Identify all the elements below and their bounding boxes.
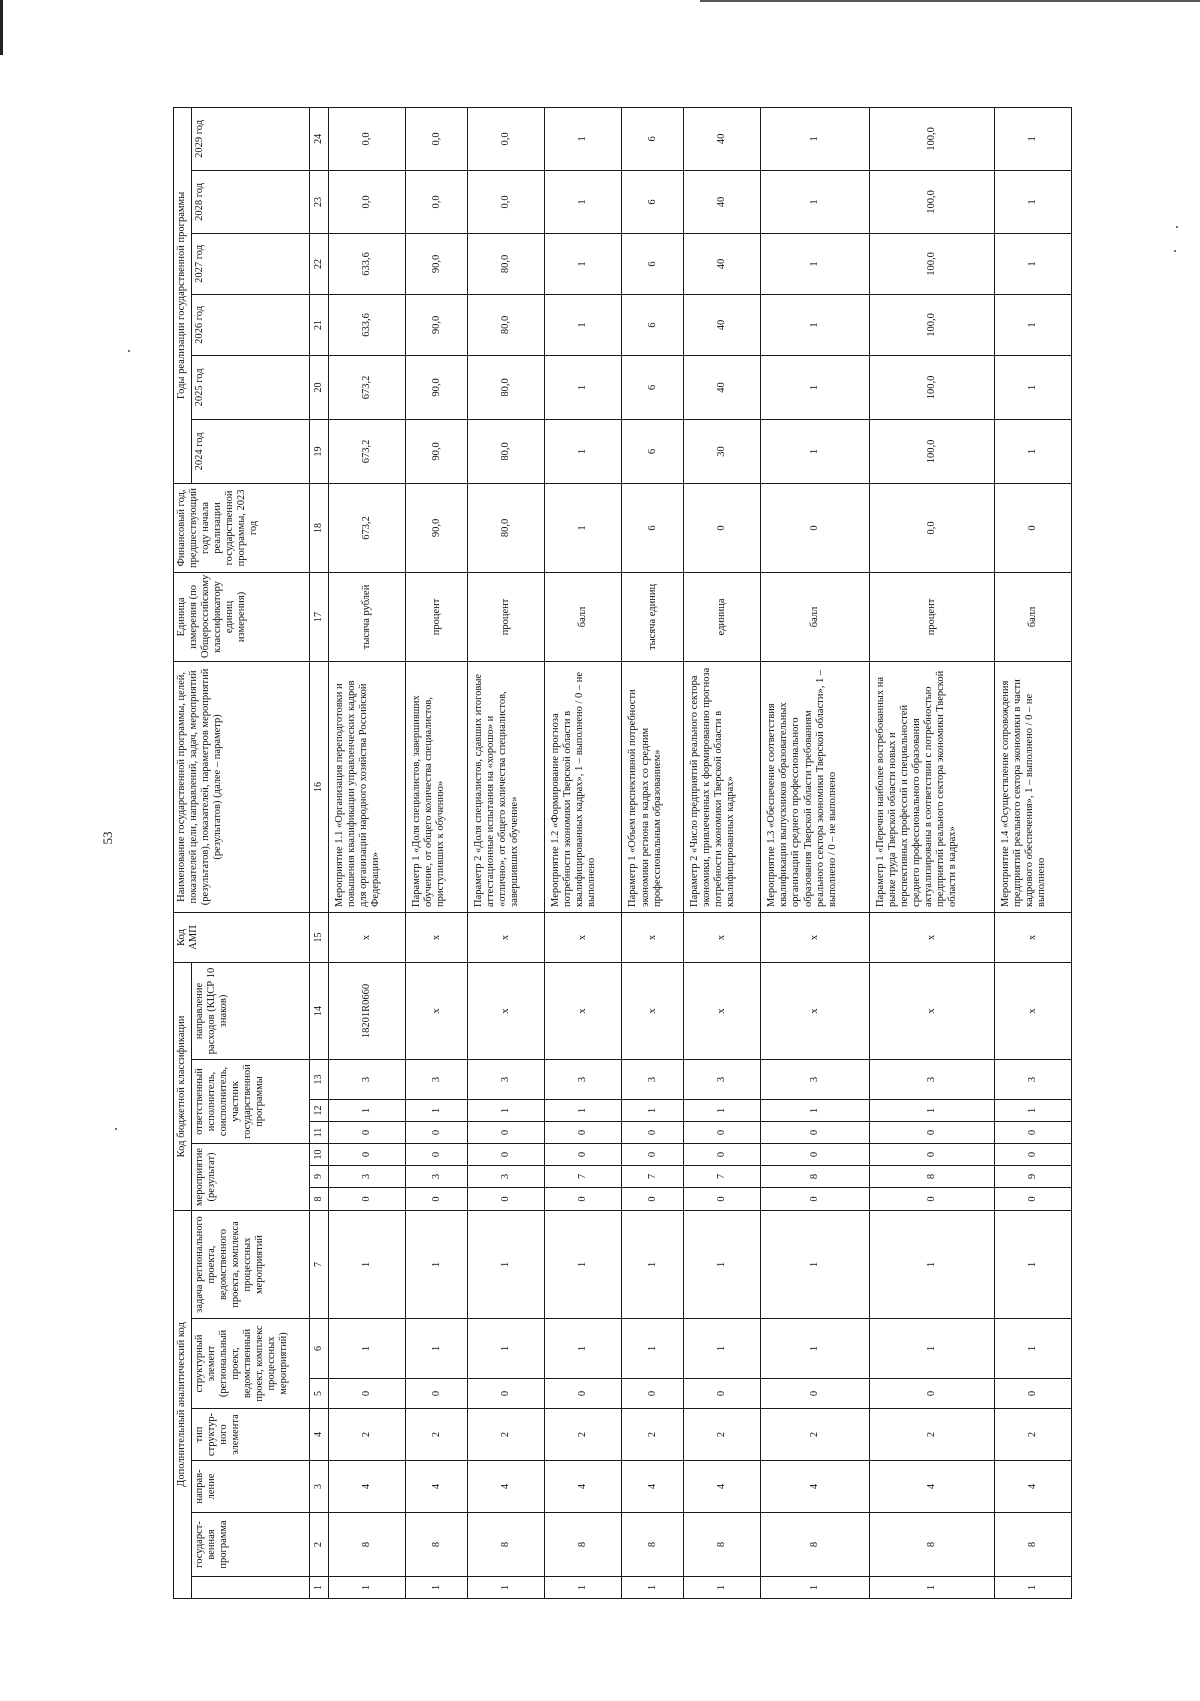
- code-event-a: 0: [684, 1188, 761, 1211]
- code-task: 1: [467, 1211, 544, 1319]
- amp-code: x: [870, 912, 995, 962]
- base-year-value: 6: [622, 483, 684, 572]
- column-number: 10: [310, 1144, 329, 1166]
- table-row: [406, 107, 468, 1598]
- expense-code: x: [467, 962, 544, 1059]
- item-name: Мероприятие 1.1 «Организация переподготовки и повышения квалификации управленческих кадров для организаций народного хозяйства Российской Федерации»: [329, 661, 406, 912]
- year-value-2029: 1: [545, 107, 622, 170]
- code-event-b: 8: [870, 1166, 995, 1188]
- code-struct-type: 2: [684, 1409, 761, 1461]
- year-value-2026: 1: [761, 294, 870, 355]
- code-executor-c: 3: [467, 1060, 544, 1100]
- item-name: Мероприятие 1.2 «Формирование прогноза потребности экономики Тверской области в квалифицированных кадрах», 1 – выполнено / 0 – не выполнено: [545, 661, 622, 912]
- code-executor-a: 0: [329, 1122, 406, 1144]
- table-row: [622, 107, 684, 1598]
- code-direction: 4: [406, 1461, 468, 1513]
- code-direction: 4: [329, 1461, 406, 1513]
- year-value-2027: 1: [545, 233, 622, 294]
- base-year-value: 0: [684, 483, 761, 572]
- code-task: 1: [870, 1211, 995, 1319]
- code-event-c: 0: [467, 1144, 544, 1166]
- code-executor-b: 1: [870, 1100, 995, 1122]
- code-gov-program: 8: [684, 1513, 761, 1577]
- year-value-2026: 1: [994, 294, 1071, 355]
- base-year-value: 673,2: [329, 483, 406, 572]
- year-value-2029: 1: [994, 107, 1071, 170]
- code-event-a: 0: [622, 1188, 684, 1211]
- header-unit: Единица измерения (по Общероссийскому классификатору единиц измерения): [174, 572, 310, 661]
- code-struct-type: 2: [870, 1409, 995, 1461]
- code-gov-program: 8: [761, 1513, 870, 1577]
- scan-speck: [1176, 226, 1178, 228]
- code-struct-type: 2: [406, 1409, 468, 1461]
- code-gov-program: 8: [545, 1513, 622, 1577]
- code-struct-type: 2: [329, 1409, 406, 1461]
- item-name: Параметр 1 «Доля специалистов, завершивших обучение, от общего количества специалистов, приступивших к обучению»: [406, 661, 468, 912]
- code-executor-a: 0: [467, 1122, 544, 1144]
- year-value-2029: 0,0: [467, 107, 544, 170]
- item-name: Параметр 1 «Объем перспективной потребности экономики региона в кадрах со средним профессиональным образованием»: [622, 661, 684, 912]
- year-value-2024: 1: [545, 419, 622, 483]
- column-number: 1: [310, 1577, 329, 1599]
- code-event-b: 9: [994, 1166, 1071, 1188]
- year-value-2024: 1: [761, 419, 870, 483]
- year-value-2028: 1: [545, 170, 622, 233]
- code-direction: 4: [467, 1461, 544, 1513]
- table-row: [684, 107, 761, 1598]
- code-struct-element-a: 0: [994, 1379, 1071, 1409]
- header-year-2028: 2028 год: [192, 170, 310, 233]
- column-number: 20: [310, 355, 329, 419]
- code-event-c: 0: [870, 1144, 995, 1166]
- column-number: 6: [310, 1319, 329, 1379]
- column-number: 11: [310, 1122, 329, 1144]
- code-executor-c: 3: [994, 1060, 1071, 1100]
- year-value-2025: 1: [994, 355, 1071, 419]
- code-event-a: 0: [545, 1188, 622, 1211]
- code-direction: 4: [761, 1461, 870, 1513]
- code-gov-index: 1: [684, 1577, 761, 1599]
- code-event-c: 0: [622, 1144, 684, 1166]
- code-executor-c: 3: [545, 1060, 622, 1100]
- item-name: Мероприятие 1.4 «Осуществление сопровождения предприятий реального сектора экономики в части кадрового обеспечения», 1 – выполнено / 0 – не выполнено: [994, 661, 1071, 912]
- year-value-2027: 90,0: [406, 233, 468, 294]
- code-event-b: 3: [467, 1166, 544, 1188]
- code-executor-b: 1: [545, 1100, 622, 1122]
- code-executor-b: 1: [406, 1100, 468, 1122]
- base-year-value: 1: [545, 483, 622, 572]
- year-value-2029: 0,0: [406, 107, 468, 170]
- year-value-2028: 1: [994, 170, 1071, 233]
- year-value-2026: 1: [545, 294, 622, 355]
- column-number: 17: [310, 572, 329, 661]
- code-gov-index: 1: [870, 1577, 995, 1599]
- column-number: 18: [310, 483, 329, 572]
- unit: тысяча рублей: [329, 572, 406, 661]
- item-name: Параметр 1 «Перечни наиболее востребованных на рынке труда Тверской области новых и перспективных профессий и специальностей среднего профессионального образования актуализированы в соответствии с потребностью предприятий реального сектора экономики Тверской области в кадрах»: [870, 661, 995, 912]
- year-value-2024: 30: [684, 419, 761, 483]
- code-gov-index: 1: [622, 1577, 684, 1599]
- base-year-value: 90,0: [406, 483, 468, 572]
- amp-code: x: [545, 912, 622, 962]
- column-number: 12: [310, 1100, 329, 1122]
- year-value-2024: 90,0: [406, 419, 468, 483]
- year-value-2025: 40: [684, 355, 761, 419]
- year-value-2028: 40: [684, 170, 761, 233]
- code-task: 1: [329, 1211, 406, 1319]
- code-struct-element-b: 1: [761, 1319, 870, 1379]
- expense-code: x: [406, 962, 468, 1059]
- amp-code: x: [684, 912, 761, 962]
- code-event-c: 0: [994, 1144, 1071, 1166]
- year-value-2026: 6: [622, 294, 684, 355]
- code-struct-type: 2: [467, 1409, 544, 1461]
- code-executor-c: 3: [684, 1060, 761, 1100]
- code-direction: 4: [622, 1461, 684, 1513]
- column-number: 4: [310, 1409, 329, 1461]
- code-executor-b: 1: [994, 1100, 1071, 1122]
- code-direction: 4: [684, 1461, 761, 1513]
- code-event-b: 7: [545, 1166, 622, 1188]
- code-event-a: 0: [329, 1188, 406, 1211]
- year-value-2024: 100,0: [870, 419, 995, 483]
- code-struct-element-b: 1: [406, 1319, 468, 1379]
- column-number: 22: [310, 233, 329, 294]
- expense-code: x: [684, 962, 761, 1059]
- code-event-b: 8: [761, 1166, 870, 1188]
- code-struct-element-b: 1: [870, 1319, 995, 1379]
- header-struct-element: структурный элемент (региональный проект, ведомственный проект, комплекс процессных мероприятий): [192, 1319, 310, 1409]
- year-value-2027: 80,0: [467, 233, 544, 294]
- unit: процент: [406, 572, 468, 661]
- program-table: [173, 107, 1072, 1599]
- table-row: [994, 107, 1071, 1598]
- header-year-2027: 2027 год: [192, 233, 310, 294]
- year-value-2026: 40: [684, 294, 761, 355]
- table-row: [467, 107, 544, 1598]
- code-task: 1: [684, 1211, 761, 1319]
- year-value-2026: 90,0: [406, 294, 468, 355]
- column-number: 5: [310, 1379, 329, 1409]
- header-year-2026: 2026 год: [192, 294, 310, 355]
- code-event-c: 0: [545, 1144, 622, 1166]
- amp-code: x: [622, 912, 684, 962]
- code-event-a: 0: [994, 1188, 1071, 1211]
- unit: процент: [467, 572, 544, 661]
- code-struct-type: 2: [994, 1409, 1071, 1461]
- scan-speck: [128, 350, 130, 352]
- year-value-2029: 1: [761, 107, 870, 170]
- code-event-a: 0: [761, 1188, 870, 1211]
- code-struct-element-a: 0: [406, 1379, 468, 1409]
- code-gov-program: 8: [994, 1513, 1071, 1577]
- code-struct-element-b: 1: [622, 1319, 684, 1379]
- base-year-value: 80,0: [467, 483, 544, 572]
- column-number: 14: [310, 962, 329, 1059]
- unit: единица: [684, 572, 761, 661]
- unit: балл: [545, 572, 622, 661]
- code-struct-type: 2: [545, 1409, 622, 1461]
- year-value-2026: 80,0: [467, 294, 544, 355]
- code-struct-element-a: 0: [761, 1379, 870, 1409]
- code-executor-c: 3: [329, 1060, 406, 1100]
- code-event-c: 0: [329, 1144, 406, 1166]
- code-executor-a: 0: [622, 1122, 684, 1144]
- code-task: 1: [406, 1211, 468, 1319]
- unit: балл: [761, 572, 870, 661]
- code-struct-element-b: 1: [994, 1319, 1071, 1379]
- base-year-value: 0,0: [870, 483, 995, 572]
- code-direction: 4: [545, 1461, 622, 1513]
- expense-code: x: [761, 962, 870, 1059]
- year-value-2027: 100,0: [870, 233, 995, 294]
- header-analytic-code: Дополнительный аналитический код: [174, 1211, 192, 1599]
- header-year-2025: 2025 год: [192, 355, 310, 419]
- column-number: 23: [310, 170, 329, 233]
- code-gov-program: 8: [622, 1513, 684, 1577]
- code-executor-b: 1: [622, 1100, 684, 1122]
- year-value-2027: 633,6: [329, 233, 406, 294]
- code-gov-index: 1: [406, 1577, 468, 1599]
- code-struct-element-a: 0: [684, 1379, 761, 1409]
- year-value-2026: 100,0: [870, 294, 995, 355]
- code-direction: 4: [870, 1461, 995, 1513]
- table-row: [329, 107, 406, 1598]
- column-number: 3: [310, 1461, 329, 1513]
- year-value-2025: 673,2: [329, 355, 406, 419]
- year-value-2028: 100,0: [870, 170, 995, 233]
- header-amp-code: Код АМП: [174, 912, 310, 962]
- year-value-2025: 90,0: [406, 355, 468, 419]
- table-row: [870, 107, 995, 1598]
- header-direction: направ-ление: [192, 1461, 310, 1513]
- column-number: 7: [310, 1211, 329, 1319]
- year-value-2028: 1: [761, 170, 870, 233]
- column-number: 8: [310, 1188, 329, 1211]
- header-col-blank: [192, 1577, 310, 1599]
- amp-code: x: [329, 912, 406, 962]
- table-body: [329, 107, 1072, 1598]
- code-gov-program: 8: [467, 1513, 544, 1577]
- item-name: Параметр 2 «Число предприятий реального сектора экономики, привлеченных к формированию прогноза потребности экономики Тверской области в квалифицированных кадрах»: [684, 661, 761, 912]
- code-event-c: 0: [761, 1144, 870, 1166]
- column-number: 21: [310, 294, 329, 355]
- scan-speck: [1174, 250, 1176, 252]
- column-number: 16: [310, 661, 329, 912]
- code-task: 1: [761, 1211, 870, 1319]
- code-executor-b: 1: [467, 1100, 544, 1122]
- column-number: 24: [310, 107, 329, 170]
- expense-code: x: [622, 962, 684, 1059]
- code-event-a: 0: [467, 1188, 544, 1211]
- code-event-b: 7: [684, 1166, 761, 1188]
- code-executor-c: 3: [870, 1060, 995, 1100]
- year-value-2024: 80,0: [467, 419, 544, 483]
- expense-code: 18201R0660: [329, 962, 406, 1059]
- year-value-2025: 100,0: [870, 355, 995, 419]
- year-value-2029: 40: [684, 107, 761, 170]
- code-event-a: 0: [406, 1188, 468, 1211]
- code-executor-a: 0: [545, 1122, 622, 1144]
- code-gov-index: 1: [761, 1577, 870, 1599]
- code-executor-a: 0: [994, 1122, 1071, 1144]
- header-year-2029: 2029 год: [192, 107, 310, 170]
- amp-code: x: [761, 912, 870, 962]
- base-year-value: 0: [994, 483, 1071, 572]
- header-executor: ответственный исполнитель, соисполнитель, участник государственной программы: [192, 1060, 310, 1144]
- code-executor-c: 3: [761, 1060, 870, 1100]
- header-year-2024: 2024 год: [192, 419, 310, 483]
- column-number: 2: [310, 1513, 329, 1577]
- code-struct-element-b: 1: [329, 1319, 406, 1379]
- item-name: Мероприятие 1.3 «Обеспечение соответствия квалификации выпускников образовательных организаций среднего профессионального образования Тверской области требованиям реального сектора экономики Тверской области», 1 – выполнено / 0 – не выполнено: [761, 661, 870, 912]
- column-number-row: [310, 107, 329, 1598]
- year-value-2025: 1: [761, 355, 870, 419]
- header-budget-code: Код бюджетной классификации: [174, 962, 192, 1210]
- header-gov-program: государст-венная программа: [192, 1513, 310, 1577]
- code-event-c: 0: [684, 1144, 761, 1166]
- code-struct-element-b: 1: [684, 1319, 761, 1379]
- code-gov-program: 8: [329, 1513, 406, 1577]
- unit: процент: [870, 572, 995, 661]
- expense-code: x: [870, 962, 995, 1059]
- year-value-2027: 1: [761, 233, 870, 294]
- year-value-2027: 40: [684, 233, 761, 294]
- year-value-2029: 6: [622, 107, 684, 170]
- code-task: 1: [545, 1211, 622, 1319]
- expense-code: x: [545, 962, 622, 1059]
- year-value-2028: 0,0: [406, 170, 468, 233]
- base-year-value: 0: [761, 483, 870, 572]
- header-event: мероприятие (результат): [192, 1144, 310, 1211]
- year-value-2028: 0,0: [467, 170, 544, 233]
- code-executor-a: 0: [684, 1122, 761, 1144]
- header-struct-type: тип структур-ного элемента: [192, 1409, 310, 1461]
- code-direction: 4: [994, 1461, 1071, 1513]
- code-executor-c: 3: [406, 1060, 468, 1100]
- item-name: Параметр 2 «Доля специалистов, сдавших итоговые аттестационные испытания на «хорошо» и «отлично», от общего количества специалистов, завершивших обучение»: [467, 661, 544, 912]
- code-struct-element-b: 1: [545, 1319, 622, 1379]
- code-struct-element-a: 0: [329, 1379, 406, 1409]
- column-number: 13: [310, 1060, 329, 1100]
- code-event-b: 3: [329, 1166, 406, 1188]
- code-struct-element-a: 0: [467, 1379, 544, 1409]
- year-value-2025: 80,0: [467, 355, 544, 419]
- amp-code: x: [406, 912, 468, 962]
- code-executor-b: 1: [684, 1100, 761, 1122]
- scan-speck: [115, 1128, 117, 1130]
- code-executor-a: 0: [870, 1122, 995, 1144]
- code-executor-a: 0: [761, 1122, 870, 1144]
- code-struct-element-b: 1: [467, 1319, 544, 1379]
- code-struct-element-a: 0: [622, 1379, 684, 1409]
- header-base-year: Финансовый год, предшествующий году начала реализации государственной программы, 2023 год: [174, 483, 310, 572]
- column-number: 15: [310, 912, 329, 962]
- unit: тысяча единиц: [622, 572, 684, 661]
- code-event-c: 0: [406, 1144, 468, 1166]
- header-expense: направление расходов (КЦСР 10 знаков): [192, 962, 310, 1059]
- year-value-2024: 6: [622, 419, 684, 483]
- scan-edge-top: [700, 0, 1200, 2]
- year-value-2028: 6: [622, 170, 684, 233]
- rotated-table-sheet: [173, 108, 1072, 1599]
- code-gov-program: 8: [870, 1513, 995, 1577]
- header-name: Наименование государственной программы, целей, показателей цели, направлений, задач, мероприятий (результатов), показателей, параметров мероприятий (результатов) (далее – параметр): [174, 661, 310, 912]
- expense-code: x: [994, 962, 1071, 1059]
- year-value-2029: 0,0: [329, 107, 406, 170]
- table-row: [545, 107, 622, 1598]
- amp-code: x: [994, 912, 1071, 962]
- code-gov-index: 1: [467, 1577, 544, 1599]
- code-gov-index: 1: [329, 1577, 406, 1599]
- year-value-2029: 100,0: [870, 107, 995, 170]
- code-event-b: 7: [622, 1166, 684, 1188]
- column-number: 9: [310, 1166, 329, 1188]
- code-struct-type: 2: [622, 1409, 684, 1461]
- code-task: 1: [994, 1211, 1071, 1319]
- code-struct-element-a: 0: [545, 1379, 622, 1409]
- header-task: задача регионального проекта, ведомственного проекта, комплекса процессных мероприятий: [192, 1211, 310, 1319]
- code-executor-c: 3: [622, 1060, 684, 1100]
- code-executor-b: 1: [761, 1100, 870, 1122]
- amp-code: x: [467, 912, 544, 962]
- year-value-2027: 1: [994, 233, 1071, 294]
- code-executor-a: 0: [406, 1122, 468, 1144]
- scan-edge-left: [0, 0, 3, 55]
- code-executor-b: 1: [329, 1100, 406, 1122]
- table-row: [761, 107, 870, 1598]
- code-gov-index: 1: [545, 1577, 622, 1599]
- year-value-2024: 1: [994, 419, 1071, 483]
- code-event-a: 0: [870, 1188, 995, 1211]
- header-years-group: Годы реализации государственной программы: [174, 107, 192, 483]
- code-event-b: 3: [406, 1166, 468, 1188]
- column-number: 19: [310, 419, 329, 483]
- year-value-2025: 6: [622, 355, 684, 419]
- year-value-2027: 6: [622, 233, 684, 294]
- code-struct-element-a: 0: [870, 1379, 995, 1409]
- year-value-2025: 1: [545, 355, 622, 419]
- unit: балл: [994, 572, 1071, 661]
- year-value-2028: 0,0: [329, 170, 406, 233]
- code-struct-type: 2: [761, 1409, 870, 1461]
- year-value-2024: 673,2: [329, 419, 406, 483]
- code-gov-program: 8: [406, 1513, 468, 1577]
- page-number: 53: [100, 831, 115, 845]
- year-value-2026: 633,6: [329, 294, 406, 355]
- code-gov-index: 1: [994, 1577, 1071, 1599]
- code-task: 1: [622, 1211, 684, 1319]
